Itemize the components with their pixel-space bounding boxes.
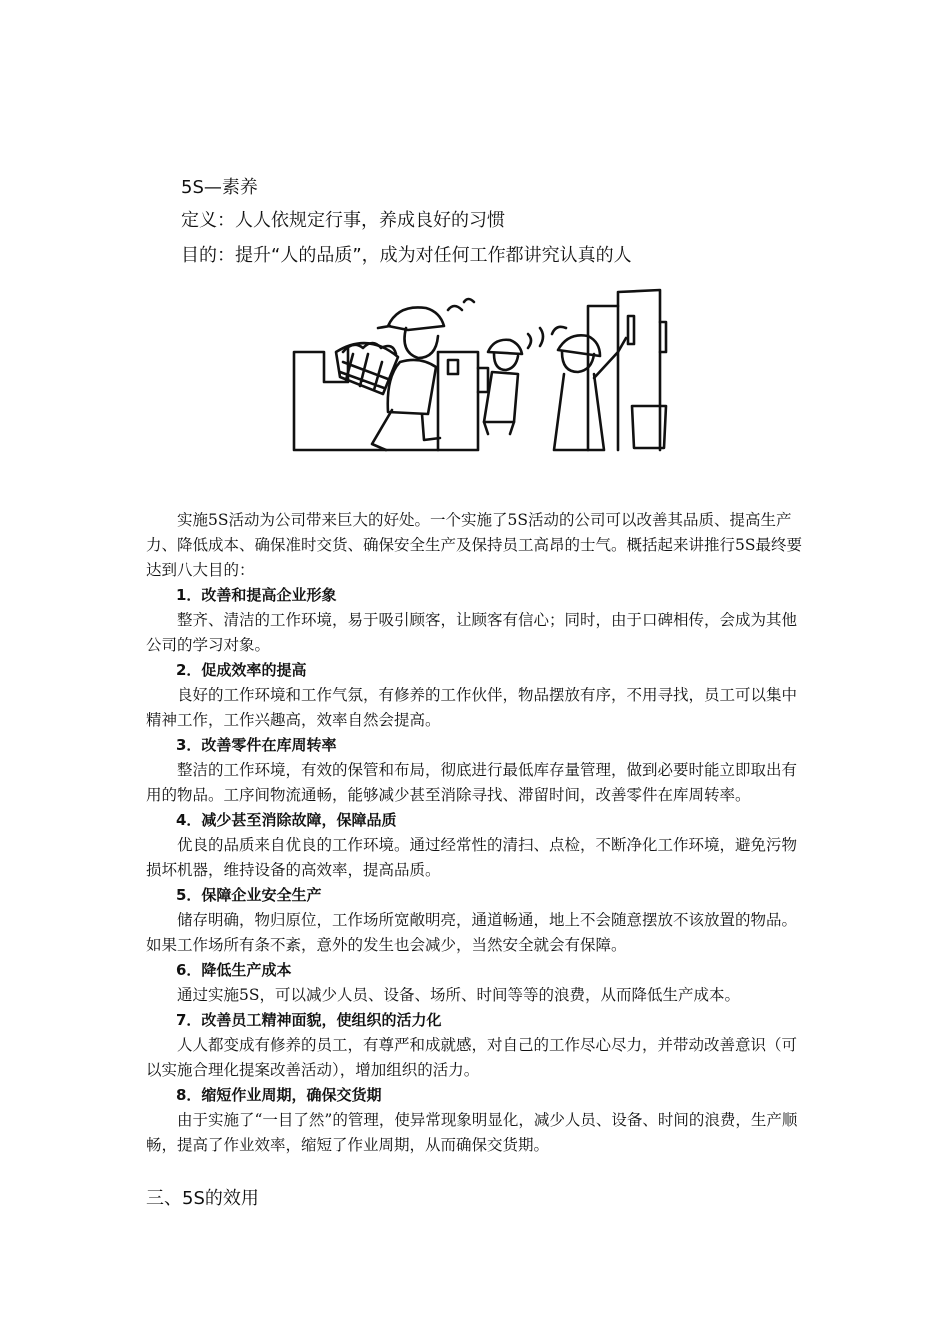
item-heading: 2．促成效率的提高 bbox=[176, 661, 307, 679]
item-heading: 4．减少甚至消除故障，保障品质 bbox=[176, 811, 397, 829]
item-text: 整齐、清洁的工作环境，易于吸引顾客，让顾客有信心；同时，由于口碑相传，会成为其他公司的学习对象。 bbox=[146, 611, 798, 654]
definition-line: 定义：人人依规定行事，养成良好的习惯 bbox=[181, 210, 505, 231]
item-text: 通过实施5S，可以减少人员、设备、场所、时间等等的浪费，从而降低生产成本。 bbox=[177, 986, 740, 1004]
item-heading: 6．降低生产成本 bbox=[176, 961, 292, 979]
item-text: 储存明确，物归原位，工作场所宽敞明亮，通道畅通，地上不会随意摆放不该放置的物品。如果工作场所有条不紊，意外的发生也会减少，当然安全就会有保障。 bbox=[146, 911, 798, 954]
item-text: 人人都变成有修养的员工，有尊严和成就感，对自己的工作尽心尽力，并带动改善意识（可以实施合理化提案改善活动），增加组织的活力。 bbox=[146, 1036, 798, 1079]
item-heading: 8．缩短作业周期，确保交货期 bbox=[176, 1086, 382, 1104]
workers-cleaning-illustration bbox=[288, 282, 698, 458]
item-heading: 1．改善和提高企业形象 bbox=[176, 586, 337, 604]
purpose-line: 目的：提升“人的品质”，成为对任何工作都讲究认真的人 bbox=[181, 245, 632, 266]
item-text: 由于实施了“一目了然”的管理，使异常现象明显化，减少人员、设备、时间的浪费，生产顺畅，提高了作业效率，缩短了作业周期，从而确保交货期。 bbox=[146, 1111, 798, 1154]
item-text: 整洁的工作环境，有效的保管和布局，彻底进行最低库存量管理，做到必要时能立即取出有用的物品。工序间物流通畅，能够减少甚至消除寻找、滞留时间，改善零件在库周转率。 bbox=[146, 761, 798, 804]
item-text: 良好的工作环境和工作气氛，有修养的工作伙伴，物品摆放有序，不用寻找，员工可以集中精神工作，工作兴趣高，效率自然会提高。 bbox=[146, 686, 798, 729]
page-title: 5S—素养 bbox=[181, 177, 258, 198]
section-heading: 三、5S的效用 bbox=[146, 1188, 259, 1209]
intro-paragraph: 实施5S活动为公司带来巨大的好处。一个实施了5S活动的公司可以改善其品质、提高生产力、降低成本、确保准时交货、确保安全生产及保持员工高昂的士气。概括起来讲推行5S最终要达到八大目的： bbox=[146, 511, 802, 579]
item-text: 优良的品质来自优良的工作环境。通过经常性的清扫、点检，不断净化工作环境，避免污物损坏机器，维持设备的高效率，提高品质。 bbox=[146, 836, 798, 879]
item-heading: 3．改善零件在库周转率 bbox=[176, 736, 337, 754]
item-heading: 7．改善员工精神面貌，使组织的活力化 bbox=[176, 1011, 442, 1029]
item-heading: 5．保障企业安全生产 bbox=[176, 886, 322, 904]
main-text bbox=[146, 508, 806, 1158]
